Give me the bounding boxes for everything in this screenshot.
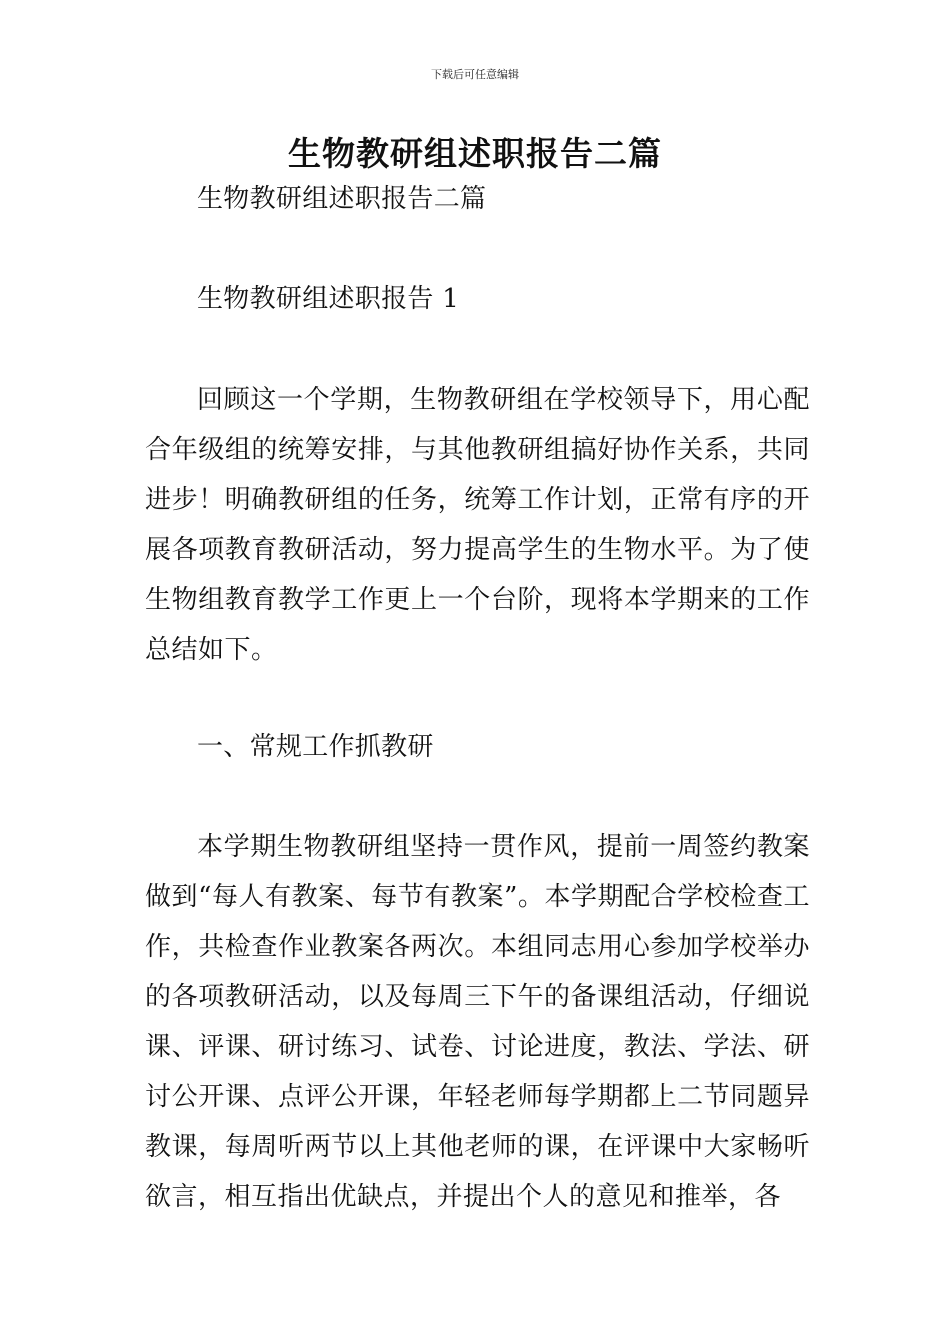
paragraph-1: 回顾这一个学期，生物教研组在学校领导下，用心配合年级组的统筹安排，与其他教研组搞好协作关系，共同进步！明确教研组的任务，统筹工作计划，正常有序的开展各项教育教研活动，努力提高学生的生物水平。为了使生物组教育教学工作更上一个台阶，现将本学期来的工作总结如下。	[145, 385, 810, 665]
section-title: 生物教研组述职报告 1	[197, 284, 460, 314]
heading-1: 一、常规工作抓教研	[197, 732, 434, 762]
paragraph-2: 本学期生物教研组坚持一贯作风，提前一周签约教案做到“每人有教案、每节有教案”。本学期配合学校检查工作，共检查作业教案各两次。本组同志用心参加学校举办的各项教研活动，以及每周三下午的备课组活动，仔细说课、评课、研讨练习、试卷、讨论进度，教法、学法、研讨公开课、点评公开课，年轻老师每学期都上二节同题异教课，每周听两节以上其他老师的课，在评课中大家畅听欲言，相互指出优缺点，并提出个人的意见和推举，各	[145, 832, 810, 1212]
document-title: 生物教研组述职报告二篇	[288, 134, 662, 173]
header-note: 下载后可任意编辑	[431, 68, 519, 81]
document-subtitle: 生物教研组述职报告二篇	[197, 184, 487, 214]
